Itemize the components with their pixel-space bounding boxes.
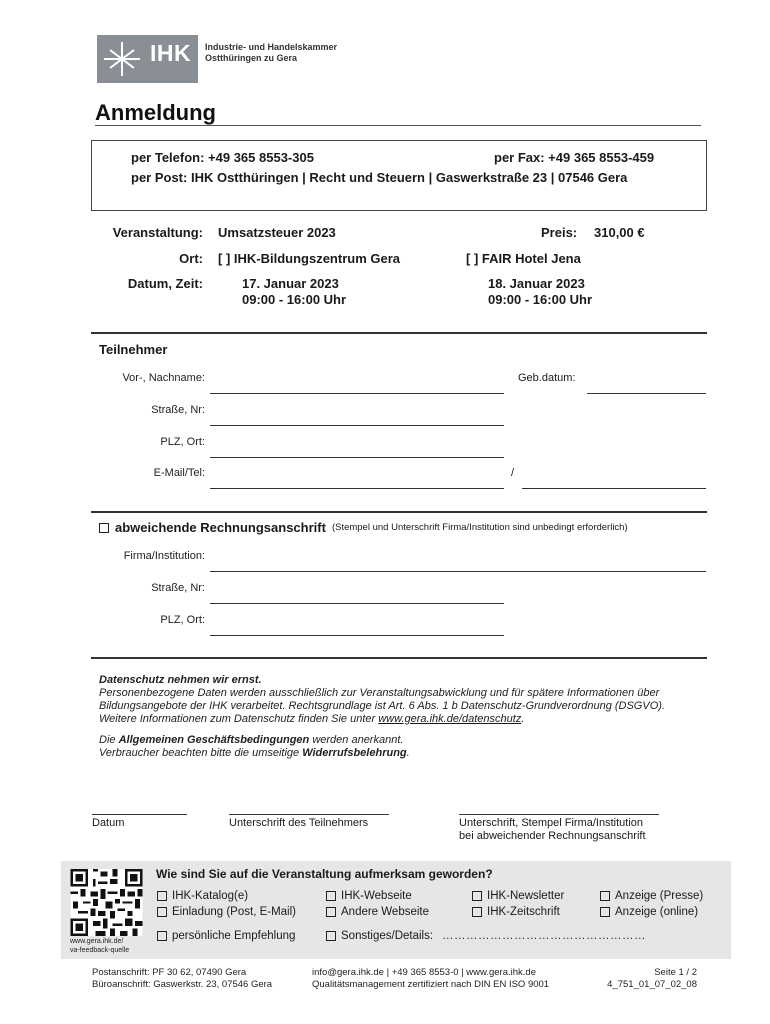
- logo-line-1: Industrie- und Handelskammer: [205, 42, 338, 52]
- option-presse[interactable]: [600, 890, 703, 902]
- date-signature-line[interactable]: [92, 814, 187, 815]
- terms-prefix: Die: [99, 734, 119, 746]
- zip-city-field[interactable]: [210, 457, 504, 458]
- revoke-line: [99, 747, 709, 760]
- date-b: 18. Januar 2023: [488, 276, 585, 291]
- qr-caption: [70, 937, 129, 955]
- email-field[interactable]: [210, 488, 504, 489]
- footer-page-info: [597, 967, 697, 991]
- birthdate-label: Geb.datum:: [518, 372, 576, 384]
- option-label: Andere Webseite: [341, 906, 430, 918]
- footer-page: Seite 1 / 2: [654, 967, 697, 978]
- checkbox[interactable]: [472, 891, 482, 901]
- contact-fax: per Fax: +49 365 8553-459: [494, 150, 655, 165]
- participant-heading: Teilnehmer: [99, 342, 168, 357]
- privacy-line-3-text: Weitere Informationen zum Datenschutz finden Sie unter: [99, 713, 379, 725]
- details-field[interactable]: ……………………………………………: [442, 930, 647, 942]
- event-name: Umsatzsteuer 2023: [218, 225, 336, 240]
- checkbox[interactable]: [600, 891, 610, 901]
- location-option-jena[interactable]: [ ] FAIR Hotel Jena: [466, 251, 581, 266]
- location-option-gera[interactable]: [ ] IHK-Bildungszentrum Gera: [218, 251, 401, 266]
- checkbox[interactable]: [157, 931, 167, 941]
- zip-city-label: PLZ, Ort:: [160, 436, 205, 448]
- qr-caption-line-2: va-feedback-quelle: [70, 947, 130, 954]
- logo-text: [205, 42, 337, 64]
- phone-field[interactable]: [522, 488, 706, 489]
- terms-line: [99, 734, 709, 747]
- name-label: Vor-, Nachname:: [122, 372, 205, 384]
- date-a: 17. Januar 2023: [242, 276, 339, 291]
- checkbox[interactable]: [600, 907, 610, 917]
- option-empfehlung[interactable]: [157, 930, 295, 942]
- privacy-line-3: [99, 713, 709, 726]
- price-label: Preis:: [541, 225, 578, 240]
- billing-note: (Stempel und Unterschrift Firma/Institution sind unbedingt erforderlich): [331, 522, 628, 533]
- footer-quality: Qualitätsmanagement zertifiziert nach DIN EN ISO 9001: [312, 979, 550, 990]
- location-label: Ort:: [179, 251, 203, 266]
- company-signature-label: [459, 817, 646, 843]
- billing-zip-field[interactable]: [210, 635, 504, 636]
- checkbox[interactable]: [326, 931, 336, 941]
- survey-question: Wie sind Sie auf die Veranstaltung aufmerksam geworden?: [156, 867, 493, 881]
- option-katalog[interactable]: [157, 890, 248, 902]
- revoke-bold: Widerrufsbelehrung: [302, 747, 407, 759]
- email-phone-label: E-Mail/Tel:: [153, 467, 205, 479]
- option-label: IHK-Newsletter: [487, 890, 565, 902]
- option-label: Sonstiges/Details:: [341, 930, 434, 942]
- company-signature-line-1: Unterschrift, Stempel Firma/Institution: [459, 817, 644, 829]
- birthdate-field[interactable]: [587, 393, 706, 394]
- checkbox[interactable]: [326, 891, 336, 901]
- option-einladung[interactable]: [157, 906, 296, 918]
- participant-signature-line[interactable]: [229, 814, 389, 815]
- privacy-notice: [99, 674, 709, 760]
- privacy-line-1: Personenbezogene Daten werden ausschließlich zur Veranstaltungsabwicklung und für spätere Informationen über: [99, 687, 660, 699]
- street-field[interactable]: [210, 425, 504, 426]
- logo-line-2: Ostthüringen zu Gera: [205, 53, 298, 63]
- footer-code: 4_751_01_07_02_08: [607, 979, 697, 990]
- contact-phone: per Telefon: +49 365 8553-305: [131, 150, 314, 165]
- option-label: IHK-Webseite: [341, 890, 412, 902]
- event-label: Veranstaltung:: [112, 225, 203, 240]
- checkbox[interactable]: [326, 907, 336, 917]
- street-label: Straße, Nr:: [151, 404, 205, 416]
- option-andere[interactable]: [326, 906, 429, 918]
- page-title: Anmeldung: [95, 100, 216, 125]
- footer-address: [92, 967, 272, 991]
- checkbox[interactable]: [472, 907, 482, 917]
- option-zeitschrift[interactable]: [472, 906, 560, 918]
- privacy-line-3-end: .: [521, 713, 525, 725]
- option-sonstiges[interactable]: [326, 930, 646, 942]
- time-a: 09:00 - 16:00 Uhr: [242, 292, 347, 307]
- billing-zip-label: PLZ, Ort:: [160, 614, 205, 626]
- footer-postal: Postanschrift: PF 30 62, 07490 Gera: [92, 967, 247, 978]
- billing-street-field[interactable]: [210, 603, 504, 604]
- email-phone-separator: /: [511, 467, 515, 479]
- billing-street-label: Straße, Nr:: [151, 582, 205, 594]
- company-signature-line[interactable]: [459, 814, 659, 815]
- name-field[interactable]: [210, 393, 504, 394]
- footer-contact-line: info@gera.ihk.de | +49 365 8553-0 | www.gera.ihk.de: [312, 967, 536, 978]
- billing-heading-row: [99, 520, 628, 535]
- privacy-link[interactable]: www.gera.ihk.de/datenschutz: [378, 713, 522, 725]
- time-b: 09:00 - 16:00 Uhr: [488, 292, 593, 307]
- section-divider: [91, 332, 707, 334]
- terms-suffix: werden anerkannt.: [309, 734, 404, 746]
- price-value: 310,00 €: [594, 225, 645, 240]
- option-label: Anzeige (Presse): [615, 890, 704, 902]
- option-label: Anzeige (online): [615, 906, 699, 918]
- privacy-line-2: Bildungsangebote der IHK verarbeitet. Rechtsgrundlage ist Art. 6 Abs. 1 b Datenschutz-Grundverordnung (DSGVO).: [99, 700, 665, 712]
- terms-bold: Allgemeinen Geschäftsbedingungen: [118, 734, 310, 746]
- ihk-emblem-icon: [102, 40, 142, 78]
- checkbox[interactable]: [157, 907, 167, 917]
- participant-signature-label: Unterschrift des Teilnehmers: [229, 817, 369, 829]
- billing-heading: abweichende Rechnungsanschrift: [115, 520, 326, 535]
- option-newsletter[interactable]: [472, 890, 564, 902]
- section-divider: [91, 657, 707, 659]
- contact-post: per Post: IHK Ostthüringen | Recht und Steuern | Gaswerkstraße 23 | 07546 Gera: [131, 170, 628, 185]
- qr-code-icon: [70, 869, 143, 936]
- logo-brand: IHK: [150, 40, 192, 66]
- billing-checkbox[interactable]: [99, 523, 109, 533]
- title-divider: [95, 125, 701, 126]
- option-label: IHK-Katalog(e): [172, 890, 249, 902]
- revoke-prefix: Verbraucher beachten bitte die umseitige: [99, 747, 303, 759]
- option-label: persönliche Empfehlung: [172, 930, 296, 942]
- option-webseite[interactable]: [326, 890, 412, 902]
- footer-office: Büroanschrift: Gaswerkstr. 23, 07546 Gera: [92, 979, 273, 990]
- date-label: Datum, Zeit:: [127, 276, 203, 291]
- option-label: IHK-Zeitschrift: [487, 906, 560, 918]
- section-divider: [91, 511, 707, 513]
- revoke-suffix: .: [406, 747, 410, 759]
- company-label: Firma/Institution:: [123, 550, 205, 562]
- privacy-heading: Datenschutz nehmen wir ernst.: [99, 674, 262, 686]
- option-online[interactable]: [600, 906, 698, 918]
- option-label: Einladung (Post, E-Mail): [172, 906, 296, 918]
- company-field[interactable]: [210, 571, 706, 572]
- qr-caption-line-1: www.gera.ihk.de/: [70, 938, 124, 945]
- checkbox[interactable]: [157, 891, 167, 901]
- company-signature-line-2: bei abweichender Rechnungsanschrift: [459, 830, 646, 842]
- date-signature-label: Datum: [92, 817, 125, 829]
- footer-contact: [312, 967, 549, 991]
